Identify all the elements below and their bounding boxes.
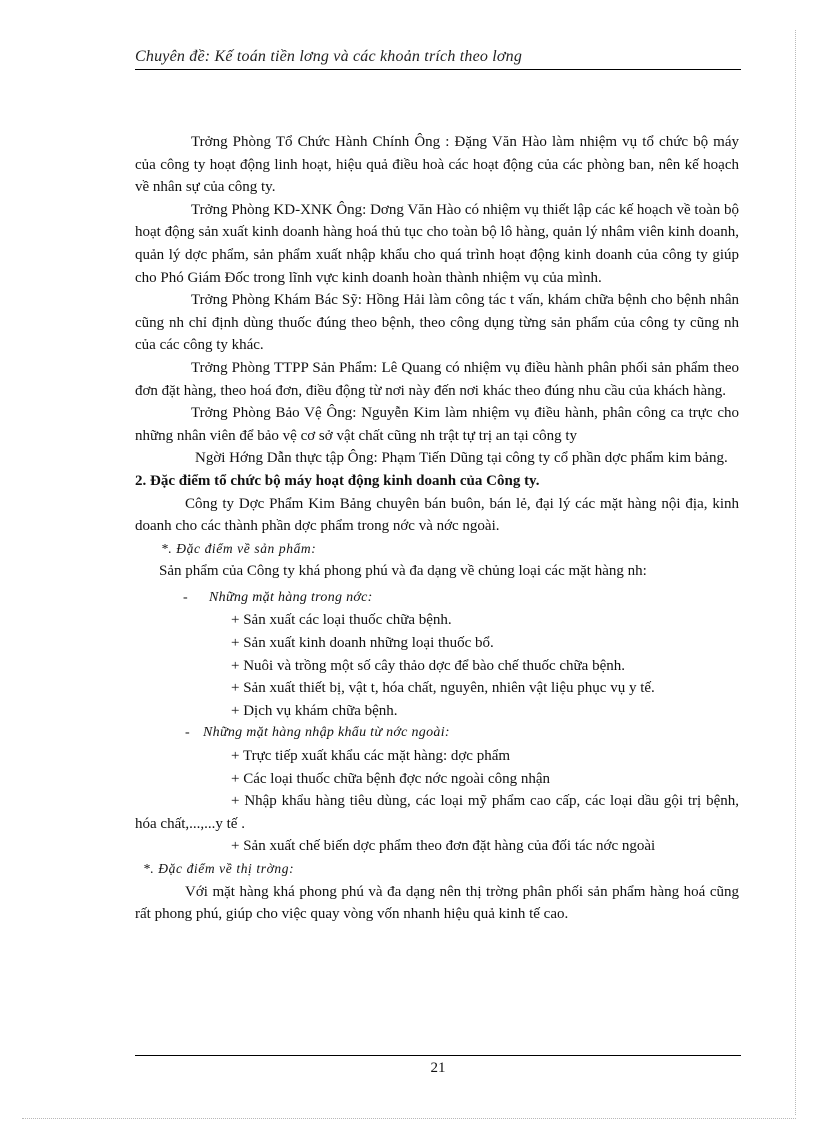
- list-item: + Nhập khẩu hàng tiêu dùng, các loại mỹ phẩm cao cấp, các loại dầu gội trị bệnh, hóa chất,...,...y tế .: [135, 793, 739, 832]
- list-item: + Sản xuất chế biến dợc phẩm theo đơn đặt hàng của đối tác nớc ngoài: [231, 838, 656, 855]
- document-body: [135, 131, 739, 926]
- running-header: Chuyên đề: Kế toán tiền lơng và các khoản trích theo lơng: [135, 48, 523, 65]
- list-item: + Dịch vụ khám chữa bệnh.: [231, 702, 398, 719]
- paragraph: Trởng Phòng KD-XNK Ông: Dơng Văn Hào có nhiệm vụ thiết lập các kế hoạch về toàn bộ hoạt động sản xuất kinh doanh hàng hoá thủ tục cho toàn bộ lô hàng, quản lý nhâm viên kinh doanh, quản lý dợc phẩm, sản phẩm xuất nhập khẩu cho quá trình hoạt động kinh doanh của công ty giúp cho Phó Giám Đốc trong lĩnh vực kinh doanh hoàn thành nhiệm vụ của mình.: [135, 201, 739, 286]
- domestic-label: [135, 587, 739, 610]
- product-heading: *. Đặc điểm về sản phẩm:: [161, 540, 317, 556]
- paragraph: Ngời Hớng Dẫn thực tập Ông: Phạm Tiến Dũng tại công ty cổ phần dợc phẩm kim bảng.: [195, 450, 728, 467]
- list-item: + Trực tiếp xuất khẩu các mặt hàng: dợc phẩm: [231, 748, 511, 765]
- footer-rule: [135, 1055, 741, 1056]
- intro-paragraph: Công ty Dợc Phẩm Kim Bảng chuyên bán buôn, bán lẻ, đại lý các mặt hàng nội địa, kinh doanh cho các thành phần dợc phẩm trong nớc và nớc ngoài.: [135, 495, 739, 535]
- dash-bullet: -: [185, 725, 190, 741]
- list-item: + Sản xuất các loại thuốc chữa bệnh.: [231, 612, 452, 629]
- list-item: + Nuôi và trồng một số cây thảo dợc để bào chế thuốc chữa bệnh.: [231, 657, 625, 674]
- page-frame-bottom: [22, 1118, 796, 1119]
- paragraph: Trởng Phòng Khám Bác Sỹ: Hồng Hải làm công tác t vấn, khám chữa bệnh cho bệnh nhân cũng nh chỉ định dùng thuốc đúng theo bệnh, theo công dụng từng sản phẩm của công ty cũng nh của các công ty khác.: [135, 292, 739, 354]
- dash-bullet: -: [183, 589, 188, 605]
- paragraph: Trởng Phòng TTPP Sản Phẩm: Lê Quang có nhiệm vụ điều hành phân phối sản phẩm theo đơn đặt hàng, theo hoá đơn, điều động từ nơi này đến nơi khác theo đúng nhu cầu của khách hàng.: [135, 359, 739, 399]
- list-item: + Sản xuất thiết bị, vật t, hóa chất, nguyên, nhiên vật liệu phục vụ y tế.: [231, 680, 655, 697]
- paragraph: Trởng Phòng Bảo Vệ Ông: Nguyễn Kim làm nhiệm vụ điều hành, phân công ca trực cho những nhân viên để bảo vệ cơ sở vật chất cũng nh trật tự trị an tại công ty: [135, 405, 739, 444]
- paragraph: Trởng Phòng Tổ Chức Hành Chính Ông : Đặng Văn Hào làm nhiệm vụ tổ chức bộ máy của công ty hoạt động linh hoạt, hiệu quả điều hoà các hoạt động của các phòng ban, nên kế hoạch về nhân sự của công ty.: [135, 134, 739, 196]
- list-item: + Sản xuất kinh doanh những loại thuốc bổ.: [231, 635, 494, 652]
- market-heading: *. Đặc điểm về thị trờng:: [143, 861, 295, 876]
- imported-label-text: Những mặt hàng nhập khẩu từ nớc ngoài:: [203, 725, 450, 741]
- list-item: + Các loại thuốc chữa bệnh đợc nớc ngoài công nhận: [231, 770, 551, 787]
- product-intro: Sản phẩm của Công ty khá phong phú và đa dạng về chủng loại các mặt hàng nh:: [159, 563, 647, 580]
- imported-label: [135, 722, 739, 745]
- page-number: 21: [430, 1060, 446, 1076]
- header-rule: [135, 69, 741, 70]
- market-paragraph: Với mặt hàng khá phong phú và đa dạng nên thị trờng phân phối sản phẩm hàng hoá cũng rất phong phú, giúp cho việc quay vòng vốn nhanh hiệu quả kinh tế cao.: [135, 883, 739, 923]
- section-heading: 2. Đặc điểm tổ chức bộ máy hoạt động kinh doanh của Công ty.: [135, 472, 540, 489]
- page-frame-right: [795, 30, 796, 1115]
- domestic-label-text: Những mặt hàng trong nớc:: [209, 589, 373, 605]
